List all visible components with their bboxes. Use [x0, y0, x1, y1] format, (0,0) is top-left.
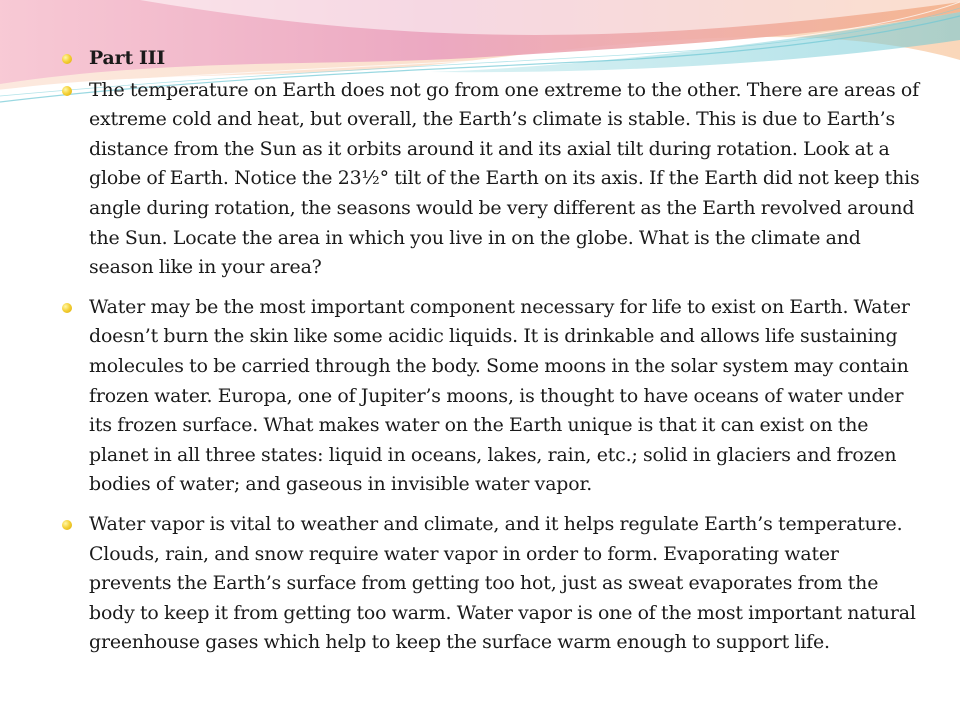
bullet-dot-icon — [62, 54, 72, 64]
bullet-paragraph — [62, 76, 920, 283]
bullet-paragraph — [62, 293, 920, 500]
part-title: Part III — [89, 47, 166, 69]
paragraph-water: Water may be the most important component necessary for life to exist on Earth. Water doesn’t burn the skin like some acidic liquids. It is drinkable and allows life sustaining molecules to be carried through the body. Some moons in the solar system may contain frozen water. Europa, one of Jupiter’s moons, is thought to have oceans of water under its frozen surface. What makes water on the Earth unique is that it can exist on the planet in all three states: liquid in oceans, lakes, rain, etc.; solid in glaciers and frozen bodies of water; and gaseous in invisible water vapor. — [89, 295, 910, 496]
bullet-part-title — [62, 44, 920, 74]
paragraph-water-vapor: Water vapor is vital to weather and climate, and it helps regulate Earth’s temperature. Clouds, rain, and snow require water vapor in order to form. Evaporating water prevents the Earth’s surface from getting too hot, just as sweat evaporates from the body to keep it from getting too warm. Water vapor is one of the most important natural greenhouse gases which help to keep the surface warm enough to support life. — [89, 512, 916, 654]
bullet-dot-icon — [62, 520, 72, 530]
bullet-dot-icon — [62, 86, 72, 96]
bullet-list — [62, 44, 920, 668]
paragraph-temperature: The temperature on Earth does not go from one extreme to the other. There are areas of extreme cold and heat, but overall, the Earth’s climate is stable. This is due to Earth’s distance from the Sun as it orbits around it and its axial tilt during rotation. Look at a globe of Earth. Notice the 23½° tilt of the Earth on its axis. If the Earth did not keep this angle during rotation, the seasons would be very different as the Earth revolved around the Sun. Locate the area in which you live in on the globe. What is the climate and season like in your area? — [89, 78, 920, 279]
bullet-dot-icon — [62, 303, 72, 313]
bullet-paragraph — [62, 510, 920, 658]
